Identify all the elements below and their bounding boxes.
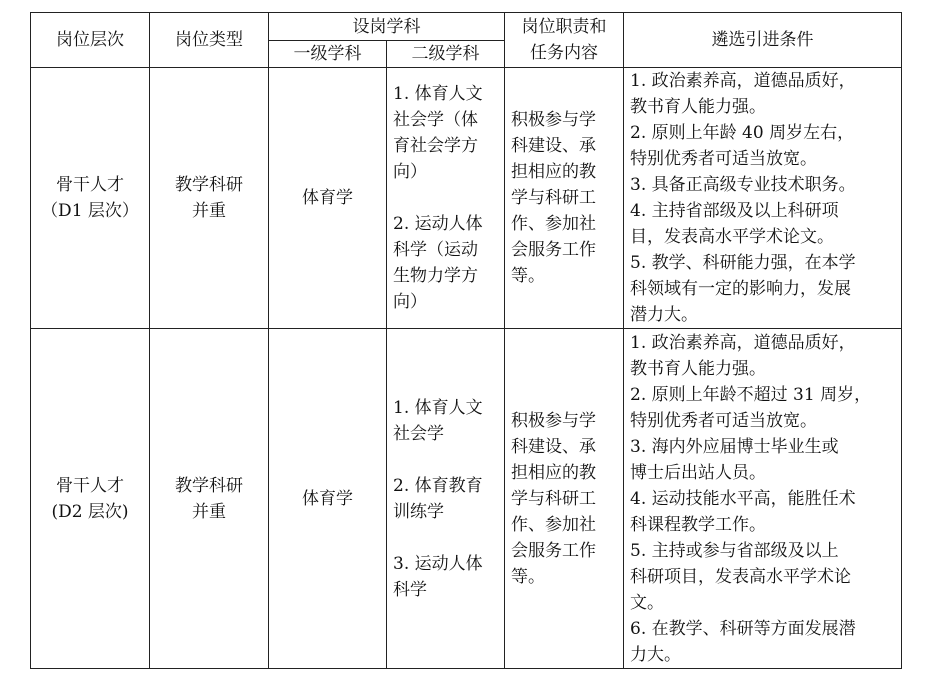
table-row (31, 329, 902, 669)
row2-first-level (269, 329, 387, 669)
row1-level (31, 68, 150, 329)
row1-second-level (387, 68, 505, 329)
row1-first-level (269, 68, 387, 329)
row1-type-line1: 教学科研 (175, 175, 243, 195)
row2-level-line1: 骨干人才 (56, 475, 124, 496)
row2-condition-item: 3. 海内外应届博士毕业生或 博士后出站人员。 (630, 436, 839, 483)
row2-duties: 积极参与学 科建设、承 担相应的教 学与科研工 作、参加社 会服务工作 等。 (505, 329, 624, 669)
row1-type-line2: 并重 (192, 201, 226, 221)
row1-second-level-item: 1. 体育人文 社会学（体 育社会学方 向） (393, 84, 483, 182)
row1-condition-item: 5. 教学、科研能力强，在本学 科领域有一定的影响力，发展 潜力大。 (630, 253, 856, 325)
row2-second-level-item: 3. 运动人体 科学 (393, 553, 483, 600)
header-discipline-text: 设岗学科 (352, 16, 421, 37)
row2-condition-item: 6. 在教学、科研等方面发展潜 力大。 (630, 618, 856, 665)
header-conditions (624, 13, 902, 68)
row2-type (150, 329, 269, 669)
header-first-level-text: 一级学科 (293, 44, 362, 64)
row2-level-line2: (D2 层次) (51, 501, 129, 522)
row2-second-level-item: 1. 体育人文 社会学 (393, 397, 483, 444)
header-duties-line1: 岗位职责和 (521, 17, 607, 37)
header-level (31, 13, 150, 68)
row1-level-line1: 骨干人才 (56, 175, 124, 195)
header-second-level-text: 二级学科 (411, 44, 480, 64)
row1-condition-item: 1. 政治素养高，道德品质好， 教书育人能力强。 (630, 71, 856, 117)
row1-level-line2: （D1 层次） (41, 201, 139, 221)
row1-condition-item: 4. 主持省部级及以上科研项 目，发表高水平学术论文。 (630, 201, 839, 247)
row2-conditions (624, 329, 902, 669)
row2-second-level-item: 2. 体育教育 训练学 (393, 475, 483, 522)
row2-type-line1: 教学科研 (175, 475, 243, 496)
table-row (31, 68, 902, 329)
header-duties-line2: 任务内容 (530, 43, 598, 63)
row2-condition-item: 5. 主持或参与省部级及以上 科研项目，发表高水平学术论 文。 (630, 540, 851, 613)
header-conditions-text: 遴选引进条件 (711, 30, 814, 50)
header-type-text: 岗位类型 (175, 30, 243, 50)
row2-condition-item: 1. 政治素养高，道德品质好， 教书育人能力强。 (630, 332, 856, 379)
row2-level (31, 329, 150, 669)
row1-conditions (624, 68, 902, 329)
recruitment-table (30, 12, 902, 669)
header-discipline (269, 13, 505, 41)
row2-condition-item: 4. 运动技能水平高，能胜任术 科课程教学工作。 (630, 488, 856, 535)
row2-condition-item: 2. 原则上年龄不超过 31 周岁， 特别优秀者可适当放宽。 (630, 384, 872, 431)
row1-condition-item: 2. 原则上年龄 40 周岁左右， 特别优秀者可适当放宽。 (630, 123, 855, 169)
row2-type-line2: 并重 (192, 501, 226, 522)
header-first-level (269, 41, 387, 68)
header-level-text: 岗位层次 (56, 30, 124, 50)
header-duties (505, 13, 624, 68)
header-type (150, 13, 269, 68)
row1-duties: 积极参与学 科建设、承 担相应的教 学与科研工 作、参加社 会服务工作 等。 (505, 68, 624, 329)
header-second-level (387, 41, 505, 68)
row1-second-level-item: 2. 运动人体 科学（运动 生物力学方 向） (393, 214, 483, 312)
row2-second-level (387, 329, 505, 669)
row1-type (150, 68, 269, 329)
row1-first-level-text: 体育学 (302, 188, 353, 208)
row2-first-level-text: 体育学 (302, 488, 353, 509)
row1-condition-item: 3. 具备正高级专业技术职务。 (630, 175, 856, 195)
